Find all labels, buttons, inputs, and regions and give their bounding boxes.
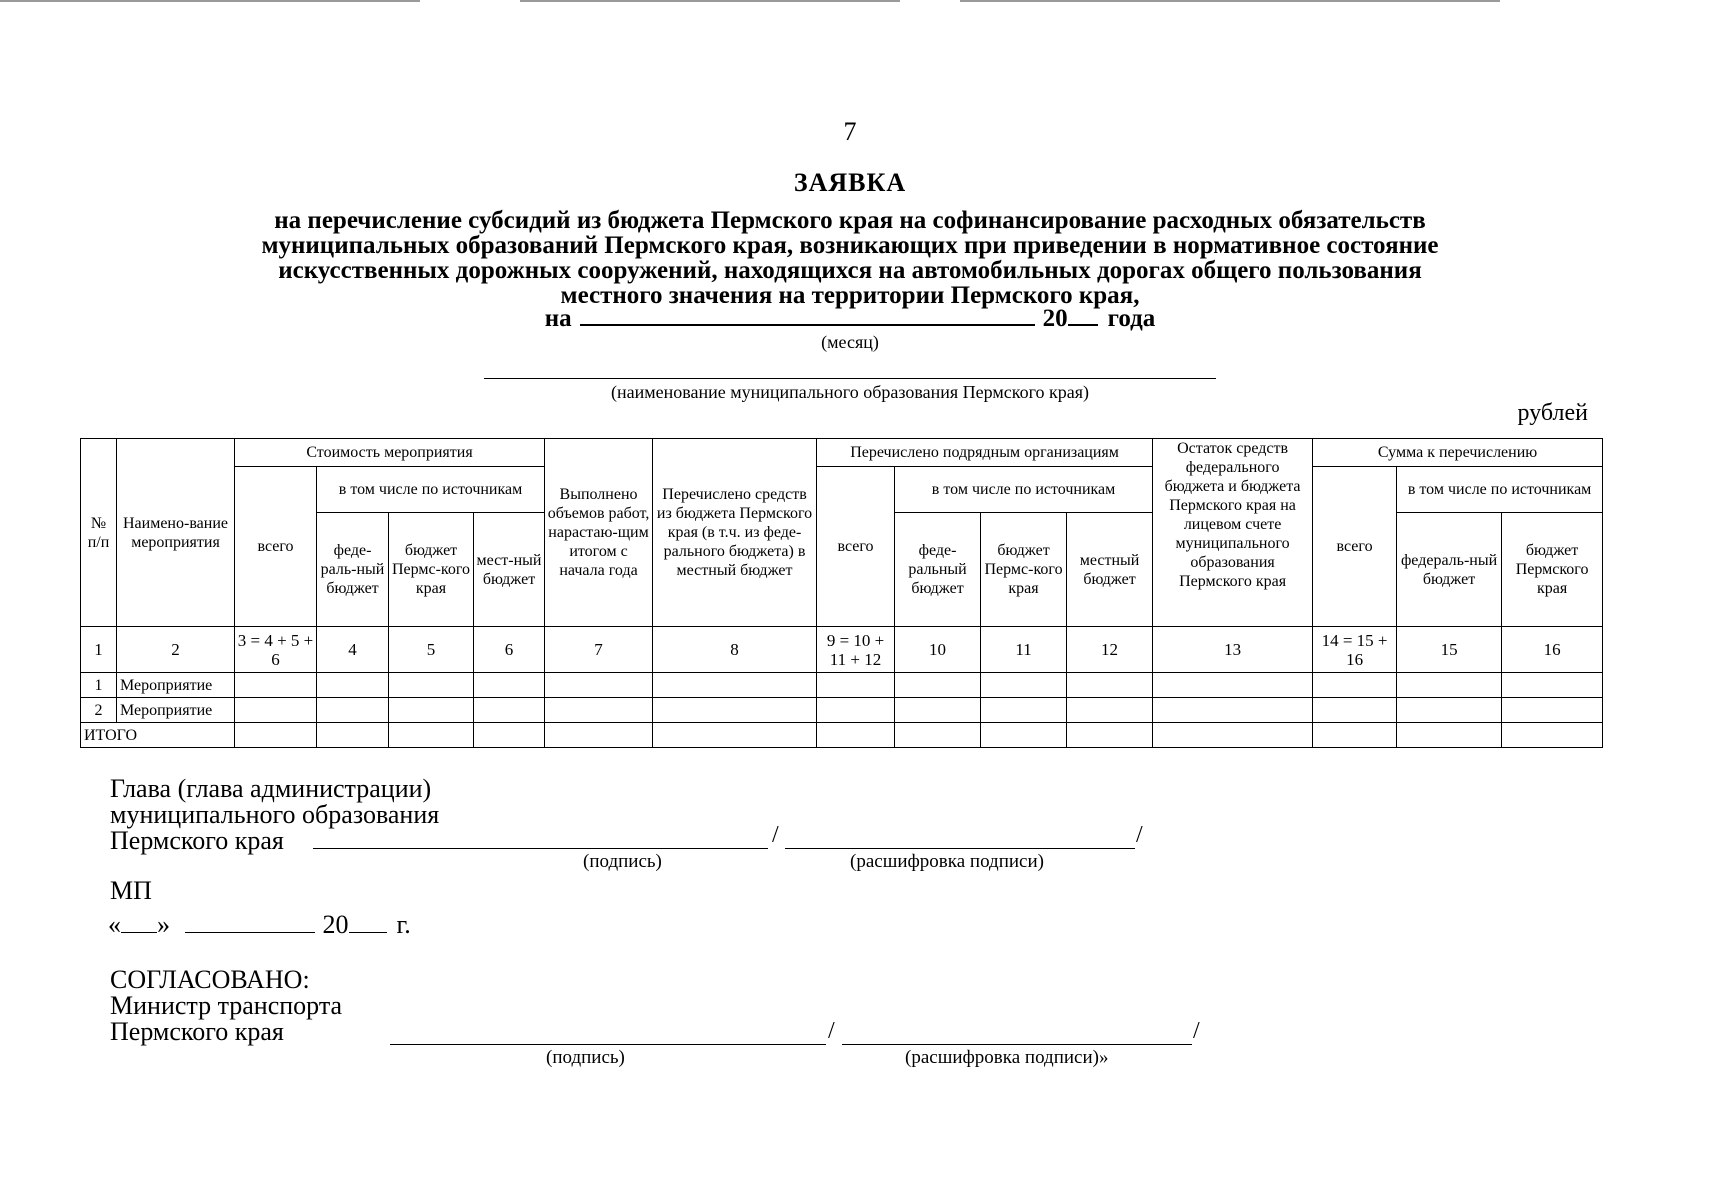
column-number: 11 bbox=[981, 627, 1067, 673]
approval-block bbox=[110, 967, 342, 1045]
table-cell[interactable] bbox=[653, 673, 817, 698]
municipality-caption: (наименование муниципального образования Пермского края) bbox=[610, 382, 1090, 402]
table-cell[interactable] bbox=[1313, 723, 1397, 748]
table-cell[interactable] bbox=[1153, 673, 1313, 698]
column-number: 2 bbox=[117, 627, 235, 673]
header-done: Выполнено объемов работ, нарастаю-щим итогом с начала года bbox=[545, 439, 653, 627]
head-signature-block bbox=[110, 776, 439, 854]
header-paid-total: всего bbox=[817, 467, 895, 627]
table-cell[interactable] bbox=[817, 723, 895, 748]
table-cell[interactable] bbox=[1153, 723, 1313, 748]
head-signature-field[interactable] bbox=[313, 848, 768, 849]
header-paid: Перечислено подрядным организациям bbox=[817, 439, 1153, 467]
head-decode-caption: (расшифровка подписи) bbox=[850, 851, 1044, 872]
table-cell[interactable] bbox=[1502, 673, 1603, 698]
column-number: 1 bbox=[81, 627, 117, 673]
approval-line: Министр транспорта bbox=[110, 991, 343, 1020]
scan-edge-artifact bbox=[520, 0, 900, 2]
signature-separator: / bbox=[772, 822, 779, 848]
header-cost-total: всего bbox=[235, 467, 317, 627]
table-cell[interactable] bbox=[817, 698, 895, 723]
head-title-line: муниципального образования bbox=[110, 800, 440, 829]
approval-signature-field[interactable] bbox=[390, 1044, 826, 1045]
table-cell[interactable] bbox=[235, 723, 317, 748]
table-cell[interactable] bbox=[1313, 673, 1397, 698]
municipality-field[interactable] bbox=[484, 378, 1216, 379]
column-number: 7 bbox=[545, 627, 653, 673]
approval-decode-caption: (расшифровка подписи)» bbox=[905, 1047, 1109, 1068]
header-cost-regional: бюджет Пермс-кого края bbox=[389, 513, 474, 627]
table-cell[interactable] bbox=[1153, 698, 1313, 723]
column-number: 12 bbox=[1067, 627, 1153, 673]
header-cost-sources: в том числе по источникам bbox=[317, 467, 545, 513]
column-number: 15 bbox=[1397, 627, 1502, 673]
header-name: Наимено-вание мероприятия bbox=[117, 439, 235, 627]
subtitle-line: искусственных дорожных сооружений, находящихся на автомобильных дорогах общего пользования bbox=[278, 257, 1422, 284]
row-name: Мероприятие bbox=[117, 673, 235, 698]
column-number: 3 = 4 + 5 + 6 bbox=[235, 627, 317, 673]
table-cell[interactable] bbox=[545, 723, 653, 748]
table-cell[interactable] bbox=[1397, 723, 1502, 748]
scan-edge-artifact bbox=[960, 0, 1500, 2]
approval-decode-field[interactable] bbox=[842, 1044, 1192, 1045]
header-paid-federal: феде-ральный бюджет bbox=[895, 513, 981, 627]
table-cell[interactable] bbox=[895, 673, 981, 698]
column-number: 10 bbox=[895, 627, 981, 673]
date-year-field[interactable] bbox=[349, 912, 387, 933]
table-cell[interactable] bbox=[235, 673, 317, 698]
approval-sign-caption: (подпись) bbox=[546, 1047, 625, 1068]
head-decode-field[interactable] bbox=[785, 848, 1135, 849]
year-field[interactable] bbox=[1068, 304, 1098, 326]
date-line bbox=[108, 912, 411, 938]
table-row bbox=[81, 673, 1603, 698]
table-cell[interactable] bbox=[653, 723, 817, 748]
row-number: 1 bbox=[81, 673, 117, 698]
period-prefix: на bbox=[544, 305, 572, 332]
subtitle-line: муниципальных образований Пермского края, возникающих при приведении в нормативное состояние bbox=[261, 232, 1439, 259]
column-number: 14 = 15 + 16 bbox=[1313, 627, 1397, 673]
column-number: 6 bbox=[474, 627, 545, 673]
stamp-label: МП bbox=[110, 876, 152, 905]
subtitle-line: на перечисление субсидий из бюджета Пермского края на софинансирование расходных обязательств bbox=[274, 207, 1426, 234]
row-name: Мероприятие bbox=[117, 698, 235, 723]
currency-label: рублей bbox=[1517, 400, 1588, 426]
date-year-prefix: 20 bbox=[322, 910, 349, 939]
column-number: 16 bbox=[1502, 627, 1603, 673]
application-table bbox=[80, 438, 1603, 748]
table-cell[interactable] bbox=[895, 723, 981, 748]
document-title: ЗАЯВКА bbox=[793, 168, 907, 197]
header-cost-federal: феде-раль-ный бюджет bbox=[317, 513, 389, 627]
header-cost-local: мест-ный бюджет bbox=[474, 513, 545, 627]
table-cell[interactable] bbox=[981, 723, 1067, 748]
table-cell[interactable] bbox=[545, 673, 653, 698]
subtitle-line: местного значения на территории Пермского края, bbox=[560, 282, 1140, 309]
table-cell[interactable] bbox=[817, 673, 895, 698]
head-title-line: Глава (глава администрации) bbox=[110, 774, 432, 803]
header-transferred: Перечислено средств из бюджета Пермского края (в т.ч. из феде-рального бюджета) в местный бюджет bbox=[653, 439, 817, 627]
table-cell[interactable] bbox=[981, 698, 1067, 723]
table-cell[interactable] bbox=[545, 698, 653, 723]
header-num: № п/п bbox=[81, 439, 117, 627]
table-row bbox=[81, 698, 1603, 723]
head-title-line: Пермского края bbox=[110, 826, 284, 855]
table-cell[interactable] bbox=[1397, 698, 1502, 723]
day-field[interactable] bbox=[121, 912, 157, 933]
header-tt-regional: бюджет Пермского края bbox=[1502, 513, 1603, 627]
column-number: 5 bbox=[389, 627, 474, 673]
page-number: 7 bbox=[843, 117, 857, 146]
column-number: 8 bbox=[653, 627, 817, 673]
period-line bbox=[0, 304, 1700, 333]
table-cell[interactable] bbox=[474, 723, 545, 748]
column-number: 13 bbox=[1153, 627, 1313, 673]
document-subtitle bbox=[100, 208, 1600, 308]
total-row bbox=[81, 723, 1603, 748]
table-cell[interactable] bbox=[1067, 673, 1153, 698]
period-suffix: года bbox=[1107, 305, 1156, 332]
approval-line: Пермского края bbox=[110, 1017, 284, 1046]
head-sign-caption: (подпись) bbox=[583, 851, 662, 872]
signature-separator: / bbox=[1136, 822, 1143, 848]
table-cell[interactable] bbox=[389, 723, 474, 748]
scan-edge-artifact bbox=[0, 0, 420, 2]
header-to-transfer: Сумма к перечислению bbox=[1313, 439, 1603, 467]
column-numbers-row bbox=[81, 627, 1603, 673]
table-cell[interactable] bbox=[1067, 723, 1153, 748]
header-paid-local: местный бюджет bbox=[1067, 513, 1153, 627]
table-cell[interactable] bbox=[317, 723, 389, 748]
signature-separator: / bbox=[1193, 1018, 1200, 1044]
table-cell[interactable] bbox=[1502, 723, 1603, 748]
date-close-quote: » bbox=[157, 910, 170, 939]
period-year-prefix: 20 bbox=[1042, 305, 1068, 332]
date-month-field[interactable] bbox=[185, 912, 315, 933]
approval-label: СОГЛАСОВАНО: bbox=[110, 965, 310, 994]
table-cell[interactable] bbox=[474, 698, 545, 723]
header-balance: Остаток средств федерального бюджета и бюджета Пермского края на лицевом счете муниципального образования Пермского края bbox=[1153, 439, 1313, 627]
column-number: 4 bbox=[317, 627, 389, 673]
table-cell[interactable] bbox=[474, 673, 545, 698]
table-cell[interactable] bbox=[653, 698, 817, 723]
month-field[interactable] bbox=[580, 304, 1035, 326]
header-tt-sources: в том числе по источникам bbox=[1397, 467, 1603, 513]
date-open-quote: « bbox=[108, 910, 121, 939]
header-paid-regional: бюджет Пермс-кого края bbox=[981, 513, 1067, 627]
table-cell[interactable] bbox=[317, 673, 389, 698]
header-paid-sources: в том числе по источникам bbox=[895, 467, 1153, 513]
table-cell[interactable] bbox=[1067, 698, 1153, 723]
table-cell[interactable] bbox=[1397, 673, 1502, 698]
table-cell[interactable] bbox=[981, 673, 1067, 698]
table-cell[interactable] bbox=[1313, 698, 1397, 723]
column-number: 9 = 10 + 11 + 12 bbox=[817, 627, 895, 673]
header-cost: Стоимость мероприятия bbox=[235, 439, 545, 467]
table-cell[interactable] bbox=[317, 698, 389, 723]
header-tt-federal: федераль-ный бюджет bbox=[1397, 513, 1502, 627]
header-tt-total: всего bbox=[1313, 467, 1397, 627]
table-cell[interactable] bbox=[1502, 698, 1603, 723]
table-cell[interactable] bbox=[235, 698, 317, 723]
signature-separator: / bbox=[828, 1018, 835, 1044]
table-cell[interactable] bbox=[389, 673, 474, 698]
date-suffix: г. bbox=[396, 910, 411, 939]
month-caption: (месяц) bbox=[821, 332, 879, 352]
table-cell[interactable] bbox=[389, 698, 474, 723]
row-number: 2 bbox=[81, 698, 117, 723]
table-cell[interactable] bbox=[895, 698, 981, 723]
total-label: ИТОГО bbox=[81, 723, 235, 748]
